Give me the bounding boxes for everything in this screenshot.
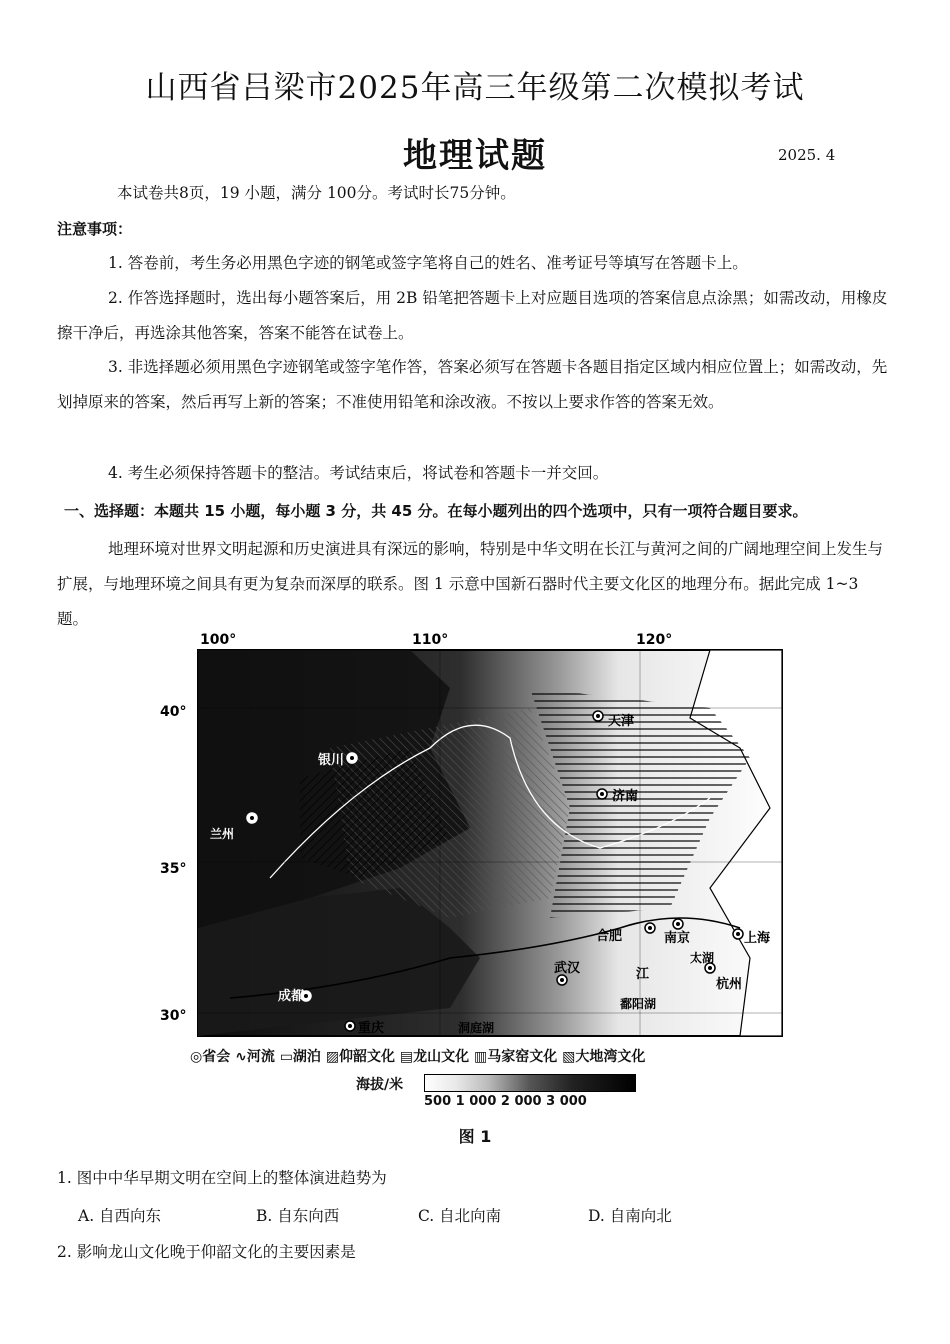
- lon-110: 110°: [412, 632, 449, 648]
- svg-text:武汉: 武汉: [554, 961, 581, 976]
- elevation-ticks: 500 1 000 2 000 3 000: [424, 1094, 587, 1109]
- lat-30: 30°: [160, 1008, 187, 1024]
- lon-100: 100°: [200, 632, 237, 648]
- question-1-option-c: C. 自北向南: [418, 1207, 502, 1225]
- section1-passage: 地理环境对世界文明起源和历史演进具有深远的影响，特别是中华文明在长江与黄河之间的广阔地理空间上发生与扩展，与地理环境之间具有更为复杂而深厚的联系。图 1 示意中国新石器时代主要文化区的地理分布。据此完成 1~3 题。: [57, 540, 884, 628]
- question-1-option-d: D. 自南向北: [588, 1207, 672, 1225]
- svg-text:成都: 成都: [278, 989, 305, 1004]
- legend-capital: ◎省会: [190, 1049, 231, 1065]
- figure-caption: 图 1: [458, 1127, 492, 1146]
- svg-text:上海: 上海: [744, 931, 771, 946]
- map-legend: [190, 1046, 645, 1066]
- section1-heading: 一、选择题：本题共 15 小题，每小题 3 分，共 45 分。在每小题列出的四个选项中，只有一项符合题目要求。: [64, 502, 808, 520]
- svg-text:济南: 济南: [612, 789, 639, 804]
- question-1-option-a: A. 自西向东: [78, 1207, 162, 1225]
- exam-date: 2025. 4: [778, 146, 836, 164]
- exam-title: 山西省吕梁市2025年高三年级第二次模拟考试: [145, 70, 805, 106]
- notice-item-2: 2. 作答选择题时，选出每小题答案后，用 2B 铅笔把答题卡上对应题目选项的答案信息点涂黑；如需改动，用橡皮擦干净后，再选涂其他答案，答案不能答在试卷上。: [57, 289, 888, 342]
- lat-40: 40°: [160, 704, 187, 720]
- culture-map: [150, 628, 800, 1048]
- notice-item-3: 3. 非选择题必须用黑色字迹钢笔或签字笔作答，答案必须写在答题卡各题目指定区域内相应位置上；如需改动，先划掉原来的答案，然后再写上新的答案；不准使用铅笔和涂改液。不按以上要求作答的答案无效。: [57, 358, 888, 411]
- question-1-option-b: B. 自东向西: [256, 1207, 340, 1225]
- city-chengdu: [278, 988, 311, 1004]
- svg-text:杭州: 杭州: [716, 977, 743, 992]
- notice-item-4: 4. 考生必须保持答题卡的整洁。考试结束后，将试卷和答题卡一并交回。: [108, 464, 609, 482]
- legend-river: ∿河流: [235, 1049, 275, 1065]
- river-jiang-label: 江: [636, 967, 650, 982]
- legend-lake: ▭湖泊: [279, 1049, 321, 1065]
- legend-longshan: ▤龙山文化: [399, 1049, 470, 1065]
- legend-yangshao: ▨仰韶文化: [325, 1049, 396, 1065]
- lake-dongting: 洞庭湖: [458, 1021, 495, 1035]
- legend-majiayao: ▥马家窑文化: [474, 1049, 558, 1065]
- svg-text:兰州: 兰州: [210, 827, 235, 841]
- legend-dadiwan: ▧大地湾文化: [562, 1049, 646, 1065]
- svg-text:合肥: 合肥: [596, 929, 623, 944]
- elevation-label: 海拔/米: [356, 1077, 404, 1093]
- notice-heading: 注意事项：: [57, 220, 133, 238]
- subject-title: 地理试题: [403, 136, 547, 176]
- svg-text:重庆: 重庆: [358, 1021, 385, 1036]
- lat-35: 35°: [160, 861, 187, 877]
- map-svg: [150, 628, 800, 1048]
- lon-120: 120°: [636, 632, 673, 648]
- lake-taihu: 太湖: [690, 951, 715, 965]
- question-2-stem: 2. 影响龙山文化晚于仰韶文化的主要因素是: [57, 1243, 356, 1261]
- lake-poyang: 鄱阳湖: [620, 997, 657, 1011]
- question-1-stem: 1. 图中中华早期文明在空间上的整体演进趋势为: [57, 1169, 387, 1187]
- svg-text:银川: 银川: [318, 753, 345, 768]
- notice-item-1: 1. 答卷前，考生务必用黑色字迹的钢笔或签字笔将自己的姓名、准考证号等填写在答题卡上。: [108, 254, 748, 272]
- svg-text:天津: 天津: [608, 714, 635, 729]
- exam-intro: 本试卷共8页，19 小题，满分 100分。考试时长75分钟。: [117, 184, 516, 202]
- svg-text:南京: 南京: [664, 931, 691, 946]
- elevation-scale-bar: [424, 1074, 636, 1092]
